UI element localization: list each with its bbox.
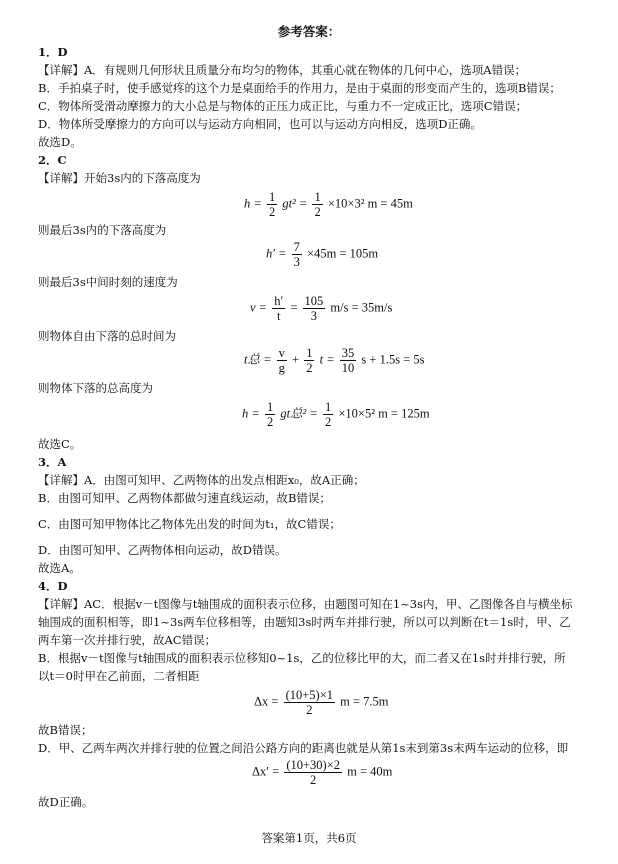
q2-number: 2．C <box>38 153 67 167</box>
q3-option-b: B．由图可知甲、乙两物体都做匀速直线运动，故B错误； <box>38 491 331 505</box>
q3-number: 3．A <box>38 455 67 469</box>
q4-d-line-1: D．甲、乙两车两次并排行驶的位置之间沿公路方向的距离也就是从第1s末到第3s末两车运动的位移，即 <box>38 741 569 755</box>
q4-number: 4．D <box>38 579 68 593</box>
q4-ac-line-3: 两车第一次并排行驶，故AC错误； <box>38 633 217 647</box>
q1-conclusion: 故选D。 <box>38 135 82 149</box>
q2-conclusion: 故选C。 <box>38 437 82 451</box>
q3-option-c: C．由图可知甲物体比乙物体先出发的时间为t₁，故C错误； <box>38 517 341 531</box>
q1-option-c: C．物体所受滑动摩擦力的大小总是与物体的正压力成正比，与重力不一定成正比，选项C错误； <box>38 99 528 113</box>
q2-equation-5: h = $\frac{1}{2}$ gt总² = $\frac{1}{2}$ ×10×5² m = 125m <box>242 400 430 429</box>
q2-equation-3: v = $\frac{h'}{t}$ = $\frac{105}{3}$ m/s = 35m/s <box>250 294 393 323</box>
q2-text-5: 则物体下落的总高度为 <box>38 381 153 395</box>
q3-conclusion: 故选A。 <box>38 561 81 575</box>
q4-equation-1: Δx = $\frac{(10+5)\times 1}{2}$ m = 7.5m <box>254 688 389 717</box>
q4-b-line-1: B．根据v－t图像与t轴围成的面积表示位移知0~1s，乙的位移比甲的大，而二者又在1s时并排行驶，所 <box>38 651 566 665</box>
q4-b-line-3: 故B错误； <box>38 723 93 737</box>
q1-option-a: 【详解】A．有规则几何形状且质量分布均匀的物体，其重心就在物体的几何中心，选项A错误； <box>38 63 527 77</box>
q1-option-d: D．物体所受摩擦力的方向可以与运动方向相同，也可以与运动方向相反，选项D正确。 <box>38 117 482 131</box>
q2-equation-1: h = $\frac{1}{2}$ gt² = $\frac{1}{2}$ ×10×3² m = 45m <box>244 190 413 219</box>
q2-text-3: 则最后3s中间时刻的速度为 <box>38 275 178 289</box>
q2-equation-2: h′ = $\frac{7}{3}$ ×45m = 105m <box>266 240 379 269</box>
q4-ac-line-1: 【详解】AC．根据v－t图像与t轴围成的面积表示位移，由题图可知在1~3s内，甲、乙图像各自与横坐标 <box>38 597 573 611</box>
q1-option-b: B．手拍桌子时，使手感觉疼的这个力是桌面给手的作用力，是由于桌面的形变而产生的，选项B错误； <box>38 81 561 95</box>
q2-text-4: 则物体自由下落的总时间为 <box>38 329 176 343</box>
page-footer: 答案第1页，共6页 <box>261 831 357 845</box>
q2-text-2: 则最后3s内的下落高度为 <box>38 223 167 237</box>
q4-equation-2: Δx′ = $\frac{(10+30)\times 2}{2}$ m = 40m <box>252 758 393 787</box>
q4-conclusion: 故D正确。 <box>38 795 94 809</box>
q4-ac-line-2: 轴围成的面积相等，即1~3s两车位移相等，由题知3s时两车并排行驶，所以可以判断在t＝1s时，甲、乙 <box>38 615 571 629</box>
q2-equation-4: t总 = $\frac{v}{g}$ + $\frac{1}{2}$ t = $\frac{35}{10}$ s + 1.5s = 5s <box>244 346 425 375</box>
page-title: 参考答案： <box>277 24 341 39</box>
q3-option-a: 【详解】A．由图可知甲、乙两物体的出发点相距x₀，故A正确； <box>38 473 365 487</box>
q1-number: 1．D <box>38 45 68 59</box>
q3-option-d: D．由图可知甲、乙两物体相向运动，故D错误。 <box>38 543 287 557</box>
q4-b-line-2: 以t＝0时甲在乙前面，二者相距 <box>38 669 200 683</box>
q2-intro: 【详解】开始3s内的下落高度为 <box>38 171 201 185</box>
